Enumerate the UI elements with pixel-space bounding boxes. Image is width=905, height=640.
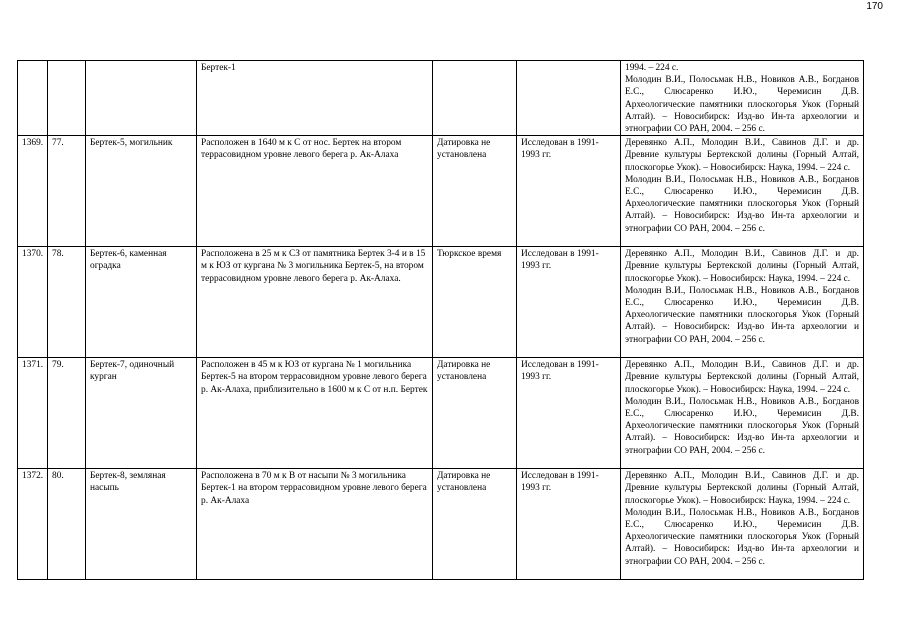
cell-dating: Датировка не установлена [433,358,517,469]
literature-entry: Деревянко А.П., Молодин В.И., Савинов Д.Г. и др. Древние культуры Бертекской долины (Горный Алтай, плоскогорье Укок). – Новосибирск: Наука, 1994. – 224 с. [625,471,859,506]
cell-research: Исследован в 1991-1993 гг. [517,247,621,358]
table-row [18,136,864,247]
literature-entry: Деревянко А.П., Молодин В.И., Савинов Д.Г. и др. Древние культуры Бертекской долины (Горный Алтай, плоскогорье Укок). – Новосибирск: Наука, 1994. – 224 с. [625,138,859,173]
monuments-table-body [18,61,864,580]
table-row [18,469,864,580]
cell-location: Расположен в 45 м к ЮЗ от кургана № 1 могильника Бертек-5 на втором террасовидном уровне левого берега р. Ак-Алаха, приблизительно в 1600 м к С от н.п. Бертек [197,358,433,469]
cell-dating: Тюркское время [433,247,517,358]
table-row [18,247,864,358]
cell-monument-name: Бертек-8, земляная насыпь [86,469,197,580]
cell-dating [433,61,517,136]
cell-literature [621,61,864,136]
cell-monument-name: Бертек-7, одиночный курган [86,358,197,469]
cell-research: Исследован в 1991-1993 гг. [517,358,621,469]
cell-registry-number: 1371. [18,358,48,469]
literature-entry: 1994. – 224 с. [625,63,679,73]
cell-registry-number [18,61,48,136]
cell-location: Бертек-1 [197,61,433,136]
cell-registry-number: 1369. [18,136,48,247]
cell-sub-number: 77. [48,136,86,247]
monuments-table [17,60,864,580]
literature-entry: Молодин В.И., Полосьмак Н.В., Новиков А.В., Богданов Е.С., Слюсаренко И.Ю., Черемисин Д.В. Археологические памятники плоскогорья Укок (Горный Алтай). – Новосибирск: Изд-во Ин-та археологии и этнографии СО РАН, 2004. – 256 с. [625,75,859,135]
cell-dating: Датировка не установлена [433,136,517,247]
cell-location: Расположен в 1640 м к С от нос. Бертек на втором террасовидном уровне левого берега р. Ак-Алаха [197,136,433,247]
literature-entry: Деревянко А.П., Молодин В.И., Савинов Д.Г. и др. Древние культуры Бертекской долины (Горный Алтай, плоскогорье Укок). – Новосибирск: Наука, 1994. – 224 с. [625,249,859,284]
cell-research: Исследован в 1991-1993 гг. [517,136,621,247]
cell-sub-number: 78. [48,247,86,358]
cell-research [517,61,621,136]
cell-monument-name [86,61,197,136]
table-row [18,61,864,136]
cell-monument-name: Бертек-6, каменная оградка [86,247,197,358]
cell-monument-name: Бертек-5, могильник [86,136,197,247]
literature-entry: Деревянко А.П., Молодин В.И., Савинов Д.Г. и др. Древние культуры Бертекской долины (Горный Алтай, плоскогорье Укок). – Новосибирск: Наука, 1994. – 224 с. [625,360,859,395]
cell-literature [621,358,864,469]
cell-research: Исследован в 1991-1993 гг. [517,469,621,580]
cell-literature [621,136,864,247]
literature-entry: Молодин В.И., Полосьмак Н.В., Новиков А.В., Богданов Е.С., Слюсаренко И.Ю., Черемисин Д.В. Археологические памятники плоскогорья Укок (Горный Алтай). – Новосибирск: Изд-во Ин-та археологии и этнографии СО РАН, 2004. – 256 с. [625,396,859,456]
cell-sub-number: 80. [48,469,86,580]
cell-literature [621,469,864,580]
cell-registry-number: 1370. [18,247,48,358]
literature-entry: Молодин В.И., Полосьмак Н.В., Новиков А.В., Богданов Е.С., Слюсаренко И.Ю., Черемисин Д.В. Археологические памятники плоскогорья Укок (Горный Алтай). – Новосибирск: Изд-во Ин-та археологии и этнографии СО РАН, 2004. – 256 с. [625,507,859,567]
table-row [18,358,864,469]
page-number: 170 [866,1,883,12]
cell-location: Расположена в 70 м к В от насыпи № 3 могильника Бертек-1 на втором террасовидном уровне левого берега р. Ак-Алаха [197,469,433,580]
cell-dating: Датировка не установлена [433,469,517,580]
cell-location: Расположена в 25 м к СЗ от памятника Бертек 3-4 и в 15 м к ЮЗ от кургана № 3 могильника Бертек-5, на втором террасовидном уровне левого берега р. Ак-Алаха. [197,247,433,358]
cell-sub-number: 79. [48,358,86,469]
cell-registry-number: 1372. [18,469,48,580]
cell-literature [621,247,864,358]
cell-sub-number [48,61,86,136]
literature-entry: Молодин В.И., Полосьмак Н.В., Новиков А.В., Богданов Е.С., Слюсаренко И.Ю., Черемисин Д.В. Археологические памятники плоскогорья Укок (Горный Алтай). – Новосибирск: Изд-во Ин-та археологии и этнографии СО РАН, 2004. – 256 с. [625,285,859,345]
literature-entry: Молодин В.И., Полосьмак Н.В., Новиков А.В., Богданов Е.С., Слюсаренко И.Ю., Черемисин Д.В. Археологические памятники плоскогорья Укок (Горный Алтай). – Новосибирск: Изд-во Ин-та археологии и этнографии СО РАН, 2004. – 256 с. [625,174,859,234]
